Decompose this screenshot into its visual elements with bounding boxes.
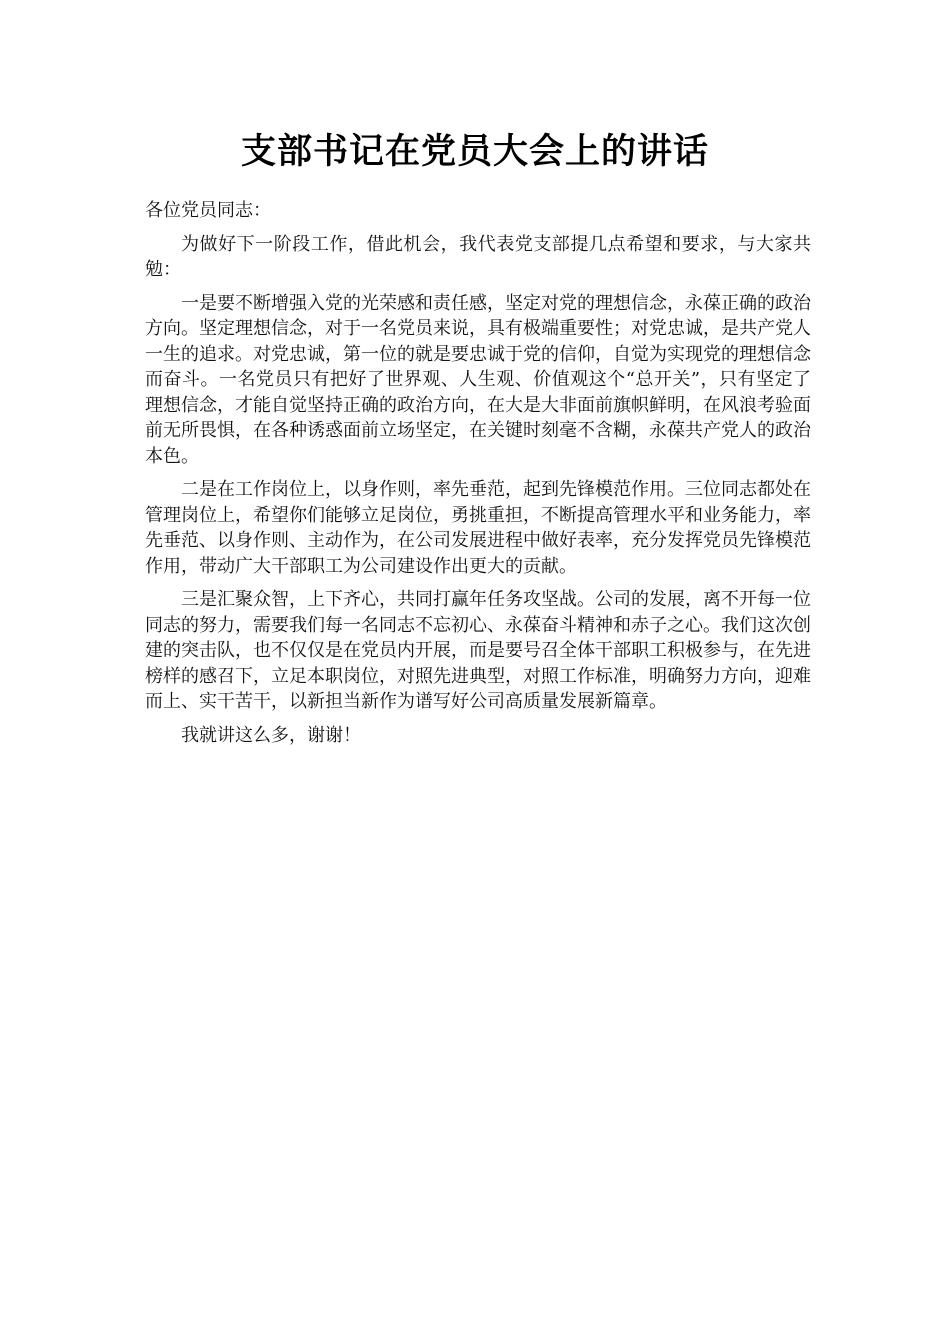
page-title: 支部书记在党员大会上的讲话	[240, 131, 709, 172]
paragraph-point-three: 三是汇聚众智，上下齐心，共同打赢年任务攻坚战。公司的发展，离不开每一位同志的努力，需要我们每一名同志不忘初心、永葆奋斗精神和赤子之心。我们这次创建的突击队，也不仅仅是在党员内开展，而是要号召全体干部职工积极参与，在先进榜样的感召下，立足本职岗位，对照先进典型，对照工作标准，明确努力方向，迎难而上、实干苦干，以新担当新作为谱写好公司高质量发展新篇章。	[145, 589, 811, 712]
paragraph-point-two: 二是在工作岗位上，以身作则，率先垂范，起到先锋模范作用。三位同志都处在管理岗位上，希望你们能够立足岗位，勇挑重担，不断提高管理水平和业务能力，率先垂范、以身作则、主动作为，在公司发展进程中做好表率，充分发挥党员先锋模范作用，带动广大干部职工为公司建设作出更大的贡献。	[145, 479, 811, 577]
paragraph-closing: 我就讲这么多，谢谢！	[181, 724, 361, 746]
paragraph-point-one: 一是要不断增强入党的光荣感和责任感，坚定对党的理想信念，永葆正确的政治方向。坚定理想信念，对于一名党员来说，具有极端重要性；对党忠诚，是共产党人一生的追求。对党忠诚，第一位的就是要忠诚于党的信仰，自觉为实现党的理想信念而奋斗。一名党员只有把好了世界观、人生观、价值观这个“总开关”，只有坚定了理想信念，才能自觉坚持正确的政治方向，在大是大非面前旗帜鲜明，在风浪考验面前无所畏惧，在各种诱惑面前立场坚定，在关键时刻毫不含糊，永葆共产党人的政治本色。	[145, 292, 811, 467]
document-body	[145, 198, 811, 756]
paragraph-intro: 为做好下一阶段工作，借此机会，我代表党支部提几点希望和要求，与大家共勉：	[145, 233, 811, 280]
salutation: 各位党员同志：	[145, 200, 271, 221]
